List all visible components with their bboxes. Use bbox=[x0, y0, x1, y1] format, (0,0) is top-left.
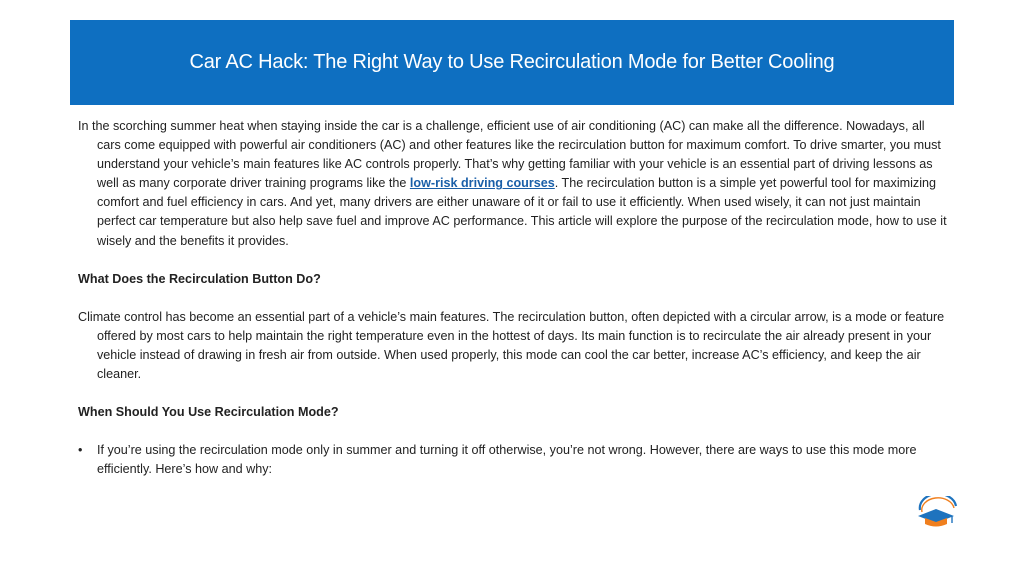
list-item bbox=[78, 441, 948, 479]
section-heading-when-to-use: When Should You Use Recirculation Mode? bbox=[78, 405, 339, 420]
spacer bbox=[78, 251, 948, 270]
page-title: Car AC Hack: The Right Way to Use Recirculation Mode for Better Cooling bbox=[189, 51, 835, 73]
climate-control-paragraph: Climate control has become an essential part of a vehicle’s main features. The recirculation button, often depicted with a circular arrow, is a mode or feature offered by most cars to help maintain the right temperature even in the hottest of days. Its main function is to recirculate the air already present in your vehicle instead of drawing in fresh air from outside. When used properly, this mode can cool the car better, increase AC’s efficiency, and keep the air cleaner. bbox=[78, 309, 945, 382]
graduation-cap-logo-icon bbox=[914, 496, 962, 528]
bullet-text: If you’re using the recirculation mode only in summer and turning it off otherwise, you’re not wrong. However, there are ways to use this mode more efficiently. Here’s how and why: bbox=[97, 443, 917, 477]
intro-text-end: . The recirculation button is a simple yet powerful tool for maximizing comfort and fuel efficiency in cars. And yet, many drivers are either unaware of it or fail to use it efficiently. When used wisely, it can not just maintain perfect car temperature but also help save fuel and improve AC performance. This article will explore the purpose of the recirculation mode, how to use it wisely and the benefits it provides. bbox=[97, 176, 947, 248]
intro-paragraph bbox=[78, 117, 948, 251]
intro-text-start: In the scorching summer heat when staying inside the car is a challenge, efficient use of air conditioning (AC) can make all the difference. Nowadays, all cars come equipped with powerful air conditioners (AC) and other features like the recirculation button for maximum comfort. To drive smarter, you must understand your vehicle’s main features like AC controls properly. That’s why getting familiar with your vehicle is an essential part of driving lessons as well as many corporate driver training programs like the bbox=[78, 119, 941, 191]
low-risk-driving-courses-link[interactable]: low-risk driving courses bbox=[409, 176, 555, 191]
title-banner bbox=[70, 20, 954, 105]
section-heading-recirculation-button: What Does the Recirculation Button Do? bbox=[78, 271, 321, 286]
article-body bbox=[78, 117, 948, 479]
bullet-icon: • bbox=[78, 443, 83, 458]
spacer bbox=[78, 384, 948, 403]
spacer bbox=[78, 289, 948, 308]
spacer bbox=[78, 422, 948, 441]
logo-cap-top bbox=[918, 509, 954, 523]
